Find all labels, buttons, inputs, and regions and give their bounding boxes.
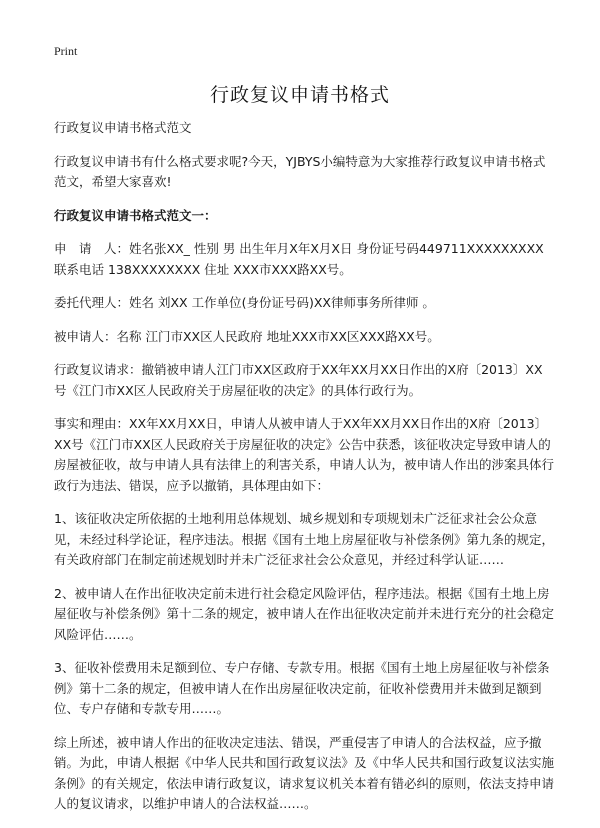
- intro-paragraph: 行政复议申请书有什么格式要求呢?今天，YJBYS小编特意为大家推荐行政复议申请书格式范文，希望大家喜欢!: [54, 153, 546, 189]
- agent-paragraph: 委托代理人：姓名 刘XX 工作单位(身份证号码)XX律师事务所律师 。: [54, 295, 435, 310]
- reason-1-paragraph: 1、该征收决定所依据的土地利用总体规划、城乡规划和专项规划未广泛征求社会公众意见，未经过科学论证，程序违法。根据《国有土地上房屋征收与补偿条例》第九条的规定，有关政府部门在制定前述规划时并未广泛征求社会公众意见，并经过科学认证……: [54, 511, 555, 567]
- page-title: 行政复议申请书格式: [209, 84, 390, 106]
- request-paragraph: 行政复议请求：撤销被申请人江门市XX区政府于XX年XX月XX日作出的X府〔2013〕XX号《江门市XX区人民政府关于房屋征收的决定》的具体行政行为。: [54, 362, 543, 398]
- subtitle-paragraph: 行政复议申请书格式范文: [54, 120, 192, 135]
- document-body: [54, 118, 554, 828]
- reason-3-paragraph: 3、征收补偿费用未足额到位、专户存储、专款专用。根据《国有土地上房屋征收与补偿条例》第十二条的规定，但被申请人在作出房屋征收决定前，征收补偿费用并未做到足额到位、专户存储和专款专用……。: [54, 660, 550, 716]
- section-heading: 行政复议申请书格式范文一：: [54, 207, 217, 223]
- print-link[interactable]: Print: [54, 44, 78, 58]
- respondent-paragraph: 被申请人：名称 江门市XX区人民政府 地址XXX市XX区XXX路XX号。: [54, 328, 440, 344]
- applicant-paragraph: 申 请 人：姓名张XX_ 性别 男 出生年月X年X月X日 身份证号码449711XXXXXXXXX 联系电话 138XXXXXXXX 住址 XXX市XXX路XX号。: [54, 241, 544, 277]
- reason-2-paragraph: 2、被申请人在作出征收决定前未进行社会稳定风险评估，程序违法。根据《国有土地上房屋征收与补偿条例》第十二条的规定，被申请人在作出征收决定前并未进行充分的社会稳定风险评估……。: [54, 585, 555, 642]
- facts-paragraph: 事实和理由：XX年XX月XX日，申请人从被申请人于XX年XX月XX日作出的X府〔2013〕XX号《江门市XX区人民政府关于房屋征收的决定》公告中获悉，该征收决定导致申请人的房屋被征收，故与申请人具有法律上的利害关系，申请人认为，被申请人作出的涉案具体行政行为违法、错误，应予以撤销，具体理由如下：: [54, 416, 555, 493]
- conclusion-paragraph: 综上所述，被申请人作出的征收决定违法、错误，严重侵害了申请人的合法权益，应予撤销。为此，申请人根据《中华人民共和国行政复议法》及《中华人民共和国行政复议法实施条例》的有关规定，依法申请行政复议，请求复议机关本着有错必纠的原则，依法支持申请人的复议请求，以维护申请人的合法权益……。: [54, 734, 555, 811]
